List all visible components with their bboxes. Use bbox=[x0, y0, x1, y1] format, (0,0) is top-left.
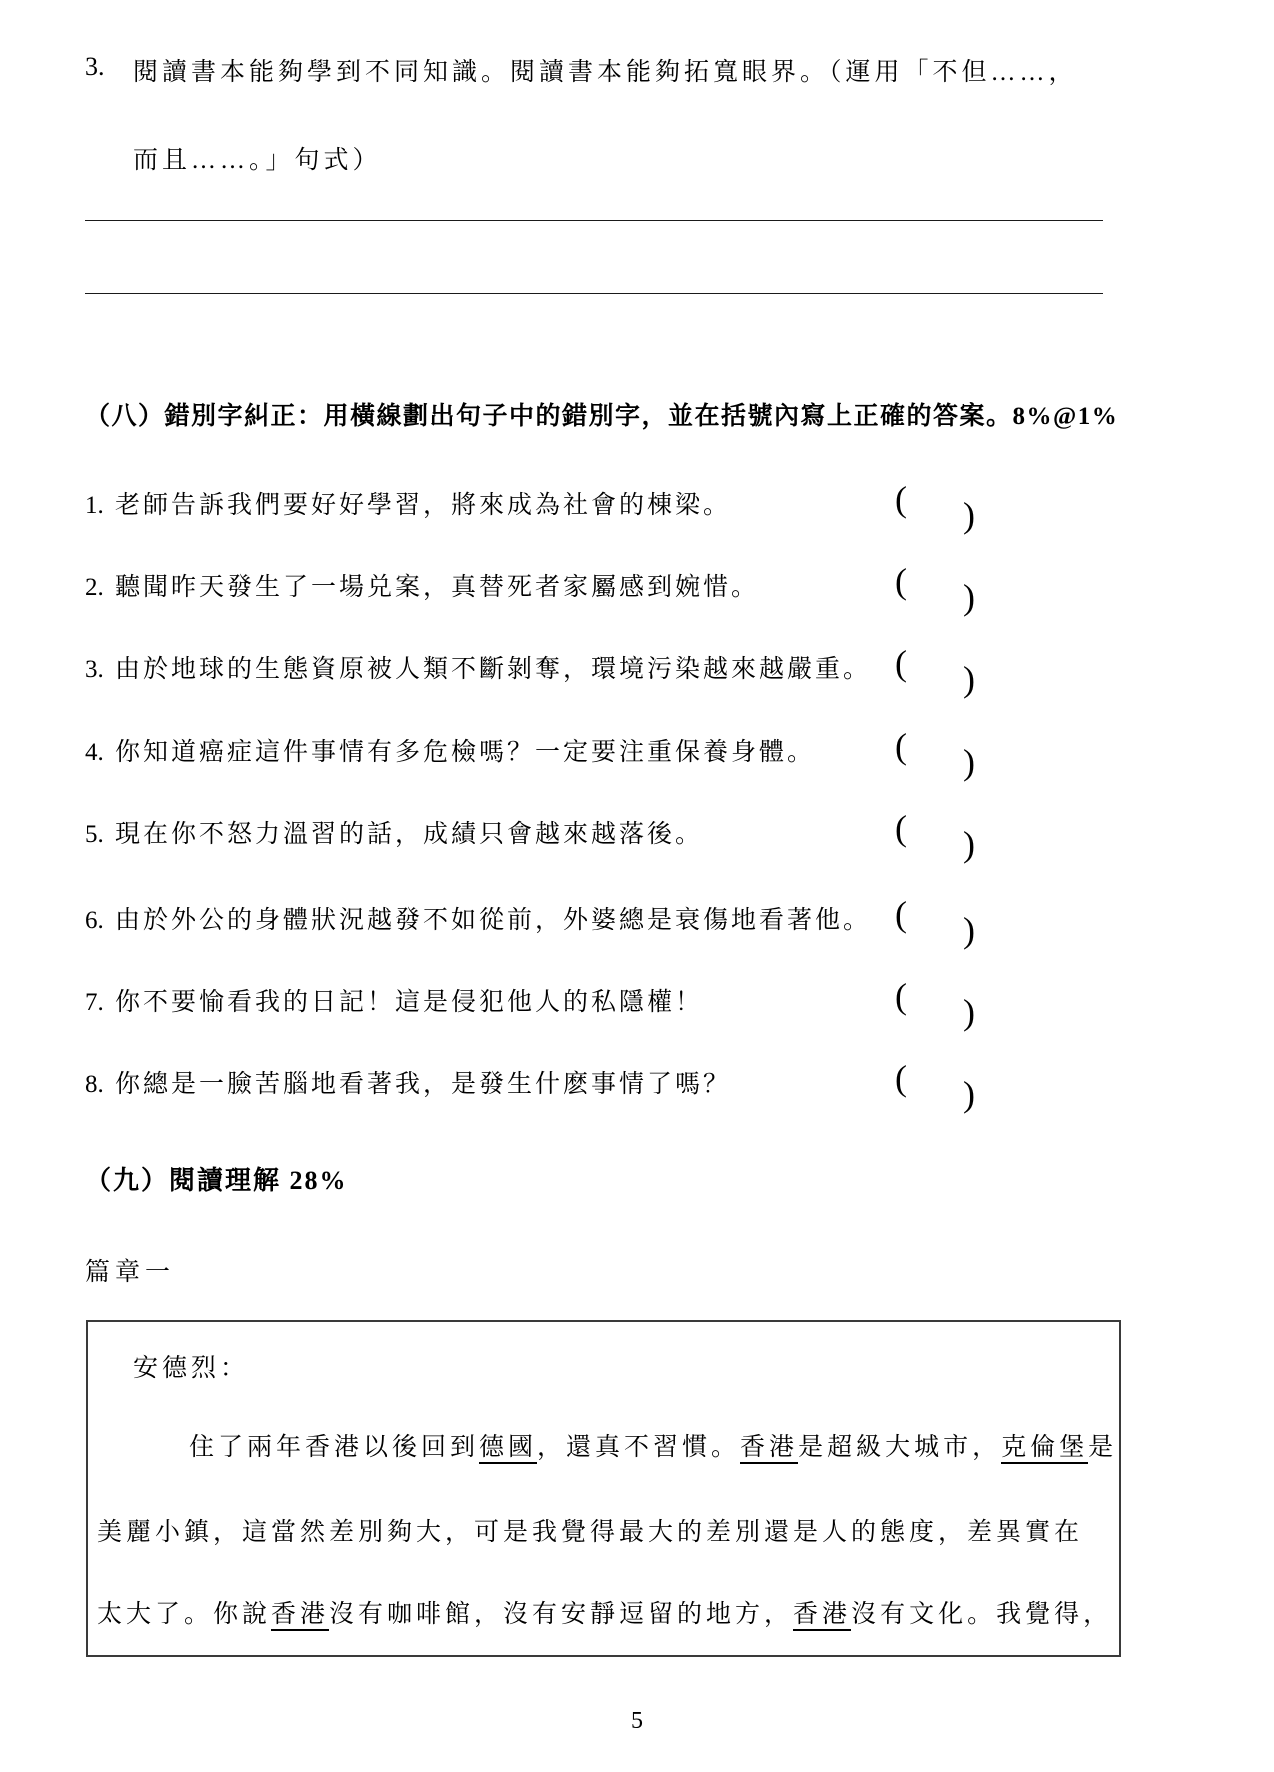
answer-paren-close: ) bbox=[963, 910, 975, 950]
letter-text-segment: 是超級大城市， bbox=[798, 1434, 1002, 1461]
answer-writing-line-1 bbox=[85, 220, 1103, 221]
answer-paren-close: ) bbox=[963, 992, 975, 1032]
letter-text-segment: 美麗小鎮，這當然差別夠大，可是我覺得最大的差別還是人的態度，差異實在 bbox=[97, 1519, 1084, 1546]
item-number: 5. bbox=[85, 821, 104, 848]
item-sentence: 現在你不怒力溫習的話，成績只會越來越落後。 bbox=[115, 821, 704, 848]
correction-item-7 bbox=[85, 976, 1195, 1032]
letter-salutation: 安德烈： bbox=[133, 1355, 250, 1382]
item-sentence: 你知道癌症這件事情有多危檢嗎？一定要注重保養身體。 bbox=[115, 739, 816, 766]
item-number: 3. bbox=[85, 656, 104, 683]
letter-line-1 bbox=[97, 1427, 1117, 1463]
correction-item-4 bbox=[85, 726, 1195, 782]
letter-text-segment: 是 bbox=[1088, 1434, 1118, 1461]
letter-line-3 bbox=[97, 1594, 1112, 1630]
item-number: 2. bbox=[85, 574, 104, 601]
item-sentence: 由於地球的生態資原被人類不斷剝奪，環境污染越來越嚴重。 bbox=[115, 656, 872, 683]
answer-paren-open: ( bbox=[895, 894, 907, 934]
item-number: 6. bbox=[85, 907, 104, 934]
correction-item-8 bbox=[85, 1058, 1195, 1114]
answer-paren-close: ) bbox=[963, 495, 975, 535]
item-number: 8. bbox=[85, 1071, 104, 1098]
letter-text-segment: 沒有咖啡館，沒有安靜逗留的地方， bbox=[329, 1601, 794, 1628]
correction-item-1 bbox=[85, 479, 1195, 535]
correction-item-3 bbox=[85, 643, 1195, 699]
answer-paren-open: ( bbox=[895, 561, 907, 601]
answer-paren-close: ) bbox=[963, 1074, 975, 1114]
passage-one-label: 篇章一 bbox=[85, 1259, 176, 1286]
page-number: 5 bbox=[631, 1708, 643, 1734]
letter-line-2 bbox=[97, 1512, 1083, 1548]
item-number: 1. bbox=[85, 492, 104, 519]
item-sentence: 由於外公的身體狀況越發不如從前，外婆總是衰傷地看著他。 bbox=[115, 907, 872, 934]
question-3-text-line2: 而且……。」句式） bbox=[133, 147, 382, 174]
question-3-number: 3. bbox=[85, 52, 105, 81]
answer-writing-line-2 bbox=[85, 293, 1103, 294]
question-3-text-line1: 閱讀書本能夠學到不同知識。閱讀書本能夠拓寬眼界。（運用「不但……， bbox=[133, 59, 1078, 86]
answer-paren-close: ) bbox=[963, 577, 975, 617]
underlined-place-name: 香港 bbox=[271, 1601, 329, 1631]
answer-paren-close: ) bbox=[963, 824, 975, 864]
section-9-heading: （九）閱讀理解 28% bbox=[85, 1166, 348, 1195]
item-number: 7. bbox=[85, 989, 104, 1016]
underlined-place-name: 香港 bbox=[793, 1601, 851, 1631]
section-8-heading: （八）錯別字糾正：用橫線劃出句子中的錯別字，並在括號內寫上正確的答案。8%@1% bbox=[85, 403, 1119, 430]
answer-paren-open: ( bbox=[895, 479, 907, 519]
item-sentence: 你總是一臉苦腦地看著我，是發生什麽事情了嗎？ bbox=[115, 1071, 732, 1098]
correction-item-2 bbox=[85, 561, 1195, 617]
underlined-place-name: 香港 bbox=[740, 1434, 798, 1464]
correction-item-6 bbox=[85, 894, 1195, 950]
item-number: 4. bbox=[85, 739, 104, 766]
answer-paren-open: ( bbox=[895, 1058, 907, 1098]
answer-paren-open: ( bbox=[895, 808, 907, 848]
answer-paren-close: ) bbox=[963, 659, 975, 699]
item-sentence: 你不要愉看我的日記！這是侵犯他人的私隱權！ bbox=[115, 989, 704, 1016]
item-sentence: 聽聞昨天發生了一場兑案，真替死者家屬感到婉惜。 bbox=[115, 574, 760, 601]
letter-text-segment: 太大了。你說 bbox=[97, 1601, 272, 1628]
answer-paren-close: ) bbox=[963, 742, 975, 782]
answer-paren-open: ( bbox=[895, 643, 907, 683]
answer-paren-open: ( bbox=[895, 976, 907, 1016]
letter-text-segment: 住了兩年香港以後回到 bbox=[189, 1434, 480, 1461]
answer-paren-open: ( bbox=[895, 726, 907, 766]
letter-text-segment: 沒有文化。我覺得， bbox=[851, 1601, 1113, 1628]
letter-text-segment: ，還真不習慣。 bbox=[537, 1434, 741, 1461]
underlined-place-name: 德國 bbox=[479, 1434, 537, 1464]
correction-item-5 bbox=[85, 808, 1195, 864]
passage-one-box bbox=[86, 1320, 1121, 1657]
item-sentence: 老師告訴我們要好好學習，將來成為社會的棟梁。 bbox=[115, 492, 732, 519]
underlined-place-name: 克倫堡 bbox=[1001, 1434, 1088, 1464]
